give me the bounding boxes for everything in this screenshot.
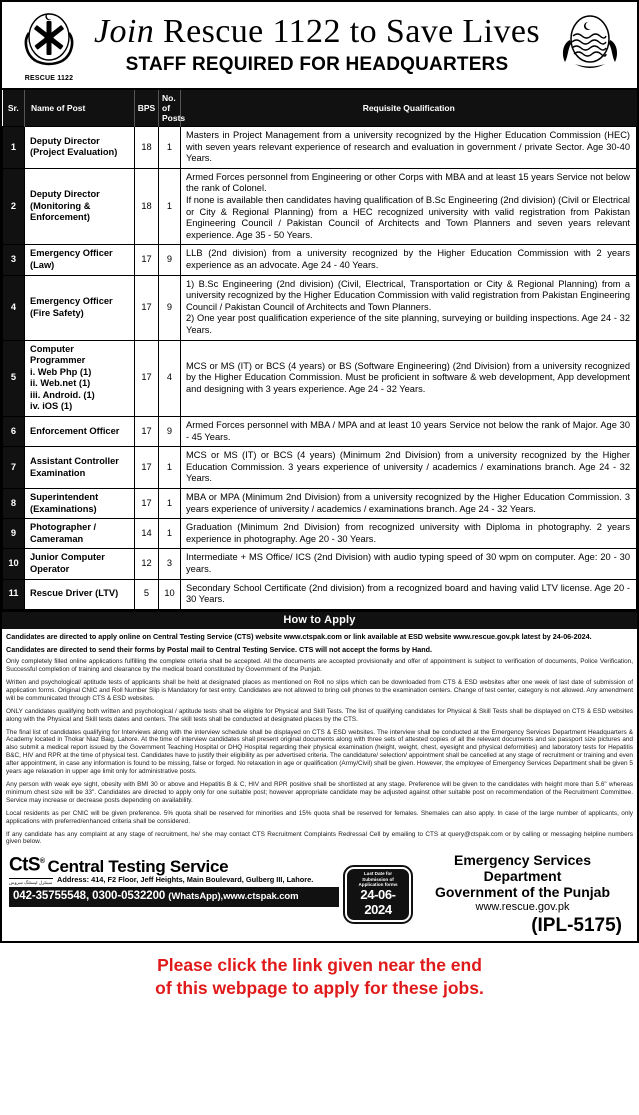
apply-link-notice-line2: of this webpage to apply for these jobs. [155, 978, 484, 999]
cell-qualification [181, 127, 637, 169]
header-subtitle: STAFF REQUIRED FOR HEADQUARTERS [125, 54, 509, 75]
jobs-table-container [0, 88, 639, 612]
cts-address-row [9, 875, 339, 885]
cell-no-of-posts: 1 [159, 168, 181, 245]
qualification-paragraph: Armed Forces personnel from Engineering or other Corps with MBA and at least 15 years Service not below the rank of Colonel. [186, 171, 630, 194]
last-date-value: 24-06-2024 [360, 887, 396, 918]
table-header-row [3, 90, 637, 127]
cell-post-name [25, 168, 135, 245]
table-row [3, 417, 637, 447]
post-name-line: Rescue Driver (LTV) [30, 588, 119, 599]
qualification-paragraph: Intermediate + MS Office/ ICS (2nd Division) with audio typing speed of 30 wpm on computer. Age: 20 - 30 years. [186, 552, 630, 574]
post-name-line: Deputy Director (Monitoring & Enforcement) [30, 189, 100, 223]
cell-sr: 2 [3, 168, 25, 245]
punjab-government-emblem-icon [559, 10, 621, 76]
cell-post-name [25, 489, 135, 519]
apply-paragraph: ONLY candidates qualifying both written and psychological / aptitude tests shall be eligible for Physical and Skill Tests. The list of qualifying candidates for Physical & Skill Tests shall be displayed on CTS & ESD websites along with the Physical and Skill tests dates and centers. The skill tests shall be conducted at designated places by the CTS. [6, 707, 633, 723]
cell-bps: 5 [135, 579, 159, 609]
cell-sr: 1 [3, 127, 25, 169]
cell-sr: 7 [3, 447, 25, 489]
cell-qualification [181, 275, 637, 340]
qualification-paragraph: LLB (2nd division) from a university recognized by the Higher Education Commission with 2 years experience as an advocate. Age 24 - 40 Years. [186, 248, 630, 270]
cell-bps: 14 [135, 519, 159, 549]
cell-qualification [181, 168, 637, 245]
cell-post-name [25, 519, 135, 549]
table-row [3, 168, 637, 245]
how-to-apply-section [0, 612, 639, 944]
cell-post-name [25, 245, 135, 275]
qualification-paragraph: Secondary School Certificate (2nd division) from a recognized board and having valid LTV license. Age 20 - 30 Years. [186, 582, 630, 605]
cell-qualification [181, 519, 637, 549]
cell-no-of-posts: 9 [159, 275, 181, 340]
cell-qualification [181, 549, 637, 579]
table-row [3, 275, 637, 340]
esd-block [417, 852, 630, 937]
jobs-table [2, 90, 637, 610]
apply-paragraph: Local residents as per CNIC will be given preference. 5% quota shall be reserved for minorities and 15% quota shall be reserved for females. Shemales can also apply. In case of the large number of applicants, only applications with preferred/enhanced criteria shall be considered. [6, 809, 633, 825]
advertisement-footer [6, 851, 633, 939]
qualification-paragraph: Graduation (Minimum 2nd Division) from recognized university with Diploma in photography. 2 years experience in photography. Age 20 - 30 Years. [186, 522, 630, 544]
column-header-no-of-posts: No. of Posts [159, 90, 181, 127]
apply-bold-line: Candidates are directed to send their forms by Postal mail to Central Testing Service. CTS will not accept the forms by Hand. [6, 644, 433, 654]
apply-paragraph: Any person with weak eye sight, obesity with BMI 30 or above and Hepatitis B & C, HIV and RPR positive shall be shortlisted at any stage. Preference will be given to the candidates with height more than 5.6" whereas minimum chest size will be 33". Candidates are directed to apply only for one suitable post; however appropriate candidate may be adjusted against other suitable post on recommendation of the Recruitment Committee. Service may increase or decrease posts depending on availability. [6, 780, 633, 804]
cell-post-name [25, 447, 135, 489]
main-title [94, 12, 540, 52]
cell-qualification [181, 417, 637, 447]
cell-qualification [181, 245, 637, 275]
cts-block [9, 852, 339, 937]
cell-no-of-posts: 9 [159, 417, 181, 447]
cell-no-of-posts: 1 [159, 489, 181, 519]
qualification-paragraph: MCS or MS (IT) or BCS (4 years) (Minimum 2nd Division) from a university recognized by the Higher Education Commission. 3 years experience of university / academics / examinations branch. Age 24 - 32 Years. [186, 450, 630, 484]
cell-no-of-posts: 9 [159, 245, 181, 275]
rescue-1122-emblem-icon [22, 11, 76, 69]
cell-sr: 6 [3, 417, 25, 447]
apply-paragraph: Written and psychological/ aptitude tests of applicants shall be held at designated places as mentioned on Roll no slips which can be downloaded from CTS & ESD websites after one week of last date of submission of application forms. Original CNIC and Roll Number Slip is Mandatory for test entry. Candidates are not allowed to bring cell phones to the examination centers. Change of test center, category is not allowed. Any amendment will be communicated through CTS & ESD websites. [6, 679, 633, 702]
apply-paragraph: The final list of candidates qualifying for Interviews along with the interview schedule shall be displayed on CTS & ESD websites. The interview shall be conducted at the Emergency Services Department Headquarters & Academy located in Thokar Niaz Baig, Lahore. At the time of interview candidates shall present original documents along with three sets of attested copies of all the relevant documents and six passport size pictures and also submit a medical report issued by the Government Teaching Hospital or DHQ Hospital regarding their physical examination (height, weight, chest, eyesight and physical deformities) and laboratory tests for Hepatitis B&C, HIV and RPR at the time of physical test. Candidates have to justify their eligibility as per advertised criteria. The candidature/ selection/ appointment shall be cancelled at any stage of recruitment or training and even after appointment, in case any information is found to be missing, false or forged. No relaxation in age or qualification (Army/Civil) shall be given. However, the employee of Emergency Services Department shall be given 5 years age relaxation in upper age limit only for administrative posts. [6, 728, 633, 776]
cts-phone-numbers: 042-35755548, 0300-0532200 [13, 889, 166, 902]
how-to-apply-title: How to Apply [2, 612, 637, 629]
cell-bps: 17 [135, 489, 159, 519]
cts-website[interactable]: (WhatsApp),www.ctspak.com [168, 890, 299, 902]
post-name-line: Junior Computer Operator [30, 552, 105, 574]
cts-brand-row [9, 852, 339, 875]
post-name-line: Computer Programmer [30, 343, 86, 366]
cell-qualification [181, 447, 637, 489]
column-header-name-of-post: Name of Post [25, 90, 135, 127]
cell-post-name [25, 340, 135, 417]
cell-bps: 17 [135, 275, 159, 340]
apply-paragraph: If any candidate has any complaint at any stage of recruitment, he/ she may contact CTS Recruitment Complaints Redressal Cell by emailing to CTS at query@ctspak.com or by calling or messaging helpline numbers given below. [6, 830, 633, 846]
esd-website[interactable]: www.rescue.gov.pk [475, 901, 570, 914]
cell-bps: 18 [135, 168, 159, 245]
last-date-label: Last Date for Submission of Application forms [358, 871, 398, 888]
table-row [3, 579, 637, 609]
post-name-line: i. Web Php (1) [30, 366, 92, 377]
table-row [3, 489, 637, 519]
cell-qualification [181, 579, 637, 609]
post-name-line: ii. Web.net (1) [30, 378, 91, 389]
cell-no-of-posts: 10 [159, 579, 181, 609]
apply-detail-paragraphs [6, 658, 633, 846]
cell-bps: 17 [135, 447, 159, 489]
cell-no-of-posts: 1 [159, 447, 181, 489]
cell-bps: 17 [135, 245, 159, 275]
qualification-paragraph: If none is available then candidates having qualification of B.Sc Engineering (2nd division) (Civil or Electrical or City & Regional Planning) from a HEC recognized university with valid registration from Pakistan Engineering Council / Pakistan Council of Architects and Town Planners and seven years relevant experience. Age 35 - 50 Years. [186, 194, 630, 240]
last-date-block [343, 852, 413, 937]
post-name-line: iv. iOS (1) [30, 401, 73, 412]
qualification-paragraph: MCS or MS (IT) or BCS (4 years) or BS (Software Engineering) (2nd Division) from a university recognized by the Higher Education Commission. Must be proficient in software & web development, App development and designing with 3 years experience. Age 24 - 32 Years. [186, 360, 630, 395]
jobs-table-head [3, 90, 637, 127]
post-name-line: Emergency Officer (Law) [30, 248, 113, 270]
ipl-code: (IPL-5175) [531, 915, 622, 937]
qualification-paragraph: Masters in Project Management from a university recognized by the Higher Education Commission (HEC) with seven years relevant experience of research and evaluation in government / private Sector. Age 30-40 Years. [186, 130, 630, 164]
apply-link-notice-line1: Please click the link given near the end [157, 955, 482, 976]
qualification-paragraph: 2) One year post qualification experience of the site planning, surveying or building inspections. Age 24 - 32 Years. [186, 313, 630, 335]
rescue-logo-caption: RESCUE 1122 [24, 74, 74, 82]
cell-no-of-posts: 4 [159, 340, 181, 417]
qualification-paragraph: MBA or MPA (Minimum 2nd Division) from a university recognized by the Higher Education Commission. 3 years experience of university / academics / examinations branch. Age 24 - 32 Years. [186, 492, 630, 514]
cell-post-name [25, 417, 135, 447]
cell-post-name [25, 275, 135, 340]
cell-bps: 17 [135, 417, 159, 447]
last-date-badge [345, 867, 411, 922]
table-row [3, 340, 637, 417]
cell-sr: 11 [3, 579, 25, 609]
qualification-paragraph: 1) B.Sc Engineering (2nd division) (Civil, Electrical, Transportation or City & Regional Planning) from a university recognized by the Higher Education Commission with valid registration from Pakistan Engineering Council / Pakistan Council of Architects and Town Planners. [186, 278, 630, 312]
post-name-line: Photographer / Cameraman [30, 522, 97, 544]
main-title-join: Join [94, 13, 155, 50]
how-to-apply-body [2, 629, 637, 942]
rescue-1122-logo [6, 9, 92, 82]
cell-post-name [25, 579, 135, 609]
cell-no-of-posts: 1 [159, 519, 181, 549]
cell-sr: 5 [3, 340, 25, 417]
column-header-sr: Sr. [3, 90, 25, 127]
apply-highlighted-instructions [6, 632, 633, 654]
cell-post-name [25, 549, 135, 579]
qualification-paragraph: Armed Forces personnel with MBA / MPA and at least 10 years Service not below the rank of Major. Age 30 - 45 Years. [186, 420, 630, 442]
cell-bps: 17 [135, 340, 159, 417]
cell-bps: 12 [135, 549, 159, 579]
cts-logo-text: CtS [9, 854, 40, 876]
table-row [3, 127, 637, 169]
post-name-line: iii. Android. (1) [30, 389, 95, 400]
cts-logo [9, 852, 44, 875]
main-title-rest: Rescue 1122 to Save Lives [154, 13, 541, 50]
post-name-line: Assistant Controller Examination [30, 456, 119, 478]
cell-qualification [181, 340, 637, 417]
jobs-table-body [3, 127, 637, 610]
punjab-government-logo [542, 10, 638, 81]
table-row [3, 447, 637, 489]
column-header-requisite-qualification: Requisite Qualification [181, 90, 637, 127]
cell-qualification [181, 489, 637, 519]
cell-sr: 3 [3, 245, 25, 275]
post-name-line: Enforcement Officer [30, 425, 120, 436]
header-titles [92, 12, 542, 78]
cell-sr: 9 [3, 519, 25, 549]
cell-bps: 18 [135, 127, 159, 169]
column-header-bps: BPS [135, 90, 159, 127]
apply-link-notice [0, 943, 639, 1000]
cell-sr: 10 [3, 549, 25, 579]
cell-sr: 4 [3, 275, 25, 340]
cell-no-of-posts: 1 [159, 127, 181, 169]
post-name-line: Superintendent (Examinations) [30, 492, 99, 514]
esd-department-name: Emergency Services Department [454, 852, 591, 885]
cts-name: Central Testing Service [47, 856, 229, 876]
cts-registered-mark: ® [39, 858, 45, 866]
cell-post-name [25, 127, 135, 169]
advertisement-header [0, 0, 639, 88]
table-row [3, 549, 637, 579]
cts-contact-bar[interactable] [9, 887, 339, 907]
table-row [3, 245, 637, 275]
post-name-line: Emergency Officer (Fire Safety) [30, 295, 113, 318]
esd-government-name: Government of the Punjab [434, 884, 610, 901]
apply-bold-line: Candidates are directed to apply online on Central Testing Service (CTS) website www.ctspak.com or link available at ESD website www.rescue.gov.pk latest by 24-06-2024. [6, 631, 592, 641]
apply-paragraph: Only completely filled online applications fulfilling the complete criteria shall be accepted. All the documents are accepted provisionally and offer of appointment is subject to verification of documents, Police Verification, Successful completion of training and clearance by the medical board constituted by Government of the Punjab. [6, 658, 633, 674]
post-name-line: Deputy Director (Project Evaluation) [30, 135, 118, 158]
cell-sr: 8 [3, 489, 25, 519]
cts-address: Address: 414, F2 Floor, Jeff Heights, Main Boulevard, Gulberg III, Lahore. [57, 874, 314, 884]
table-row [3, 519, 637, 549]
cts-urdu-name: سینٹرل ٹیسٹنگ سروس [9, 879, 53, 885]
cell-no-of-posts: 3 [159, 549, 181, 579]
